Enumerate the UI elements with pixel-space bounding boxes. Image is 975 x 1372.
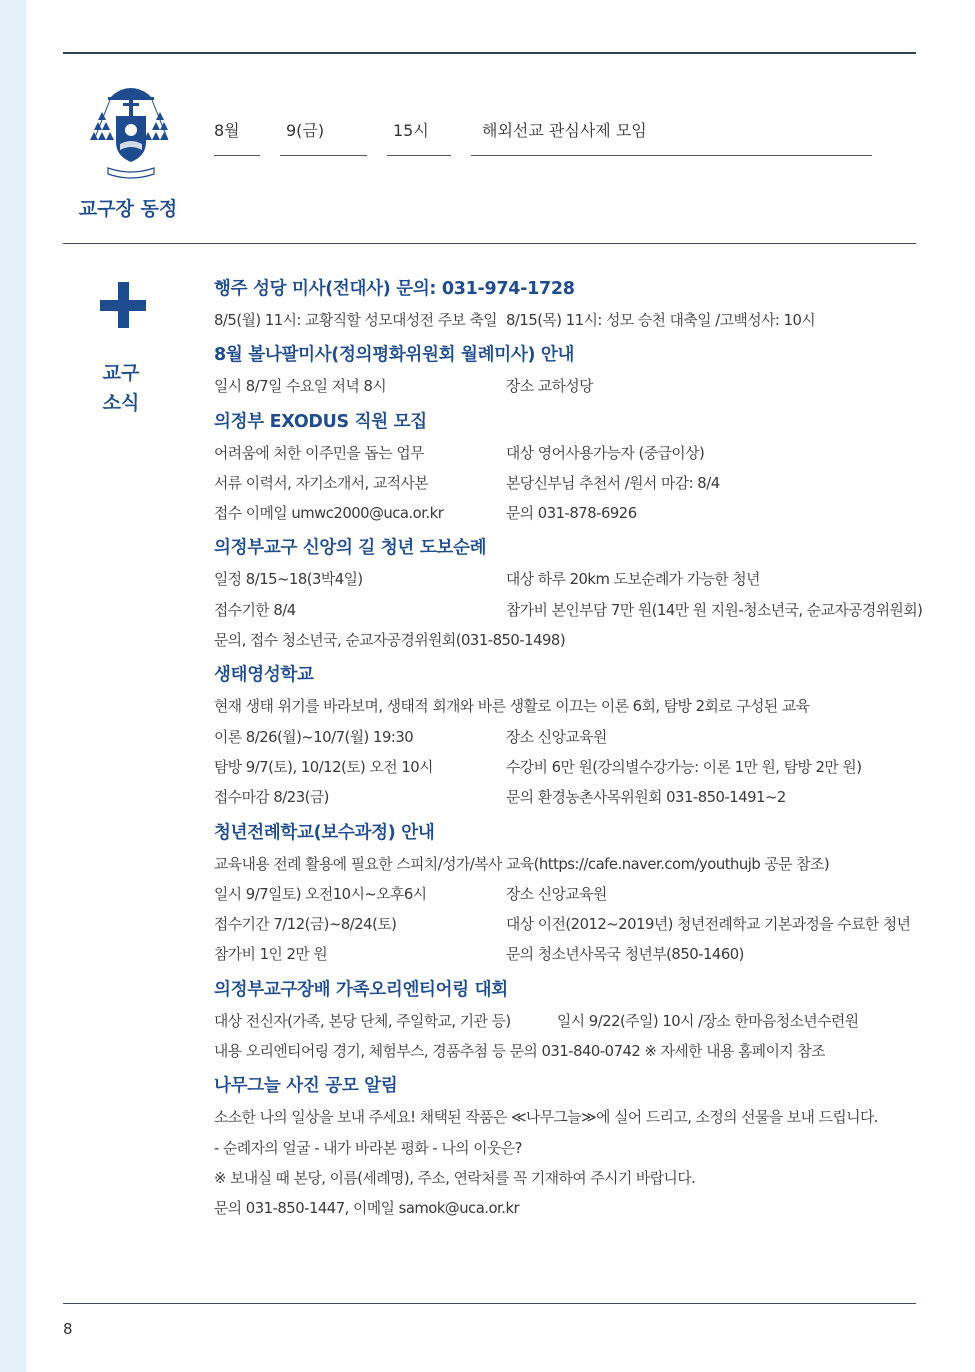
news-row-left-text: 문의 031-850-1447, 이메일 samok@uca.or.kr — [214, 1200, 520, 1218]
news-row — [214, 940, 924, 970]
news-block — [214, 973, 924, 1068]
schedule-event: 해외선교 관심사제 모임 — [482, 121, 647, 140]
news-block — [214, 405, 924, 530]
news-block — [214, 272, 924, 336]
news-block — [214, 338, 924, 402]
news-block — [214, 816, 924, 971]
news-row-left-text: 일시 8/7일 수요일 저녁 8시 — [214, 378, 387, 396]
news-row-left-text: - 순례자의 얼굴 - 내가 바라본 평화 - 나의 이웃은? — [214, 1139, 522, 1157]
news-row — [214, 565, 924, 595]
diocese-news-label-line2: 소식 — [102, 392, 140, 414]
news-row-left-text: 접수기한 8/4 — [214, 601, 296, 619]
diocese-news-label — [90, 358, 152, 418]
news-block-title: 의정부교구장배 가족오리엔티어링 대회 — [214, 979, 508, 1000]
news-row-left-text: 교육내용 전례 활용에 필요한 스피치/성가/복사 교육(https://cafe.naver.com/youthujb 공문 참조) — [214, 855, 830, 873]
news-row-right-text: 장소 교하성당 — [506, 378, 593, 396]
news-row — [214, 372, 924, 402]
news-row-right-text: 수강비 6만 원(강의별수강가능: 이론 1만 원, 탐방 2만 원) — [506, 758, 862, 776]
schedule-time-underline — [387, 155, 451, 156]
news-list — [214, 272, 924, 1227]
news-row — [214, 1007, 924, 1037]
news-row — [214, 1037, 924, 1067]
news-block-title: 8월 볼나팔미사(정의평화위원회 월례미사) 안내 — [214, 345, 575, 366]
schedule-time: 15시 — [393, 121, 429, 140]
page-side-strip — [0, 0, 26, 1372]
top-rule — [63, 52, 916, 54]
schedule-event-underline — [471, 155, 872, 156]
schedule-month-underline — [214, 155, 260, 156]
news-row-left-text: 어려움에 처한 이주민을 돕는 업무 — [214, 444, 424, 462]
news-row-left-text: ※ 보내실 때 본당, 이름(세례명), 주소, 연락처를 꼭 기재하여 주시기 바랍니다. — [214, 1169, 696, 1187]
bishop-coat-of-arms-icon — [86, 80, 176, 180]
news-row-left-text: 내용 오리엔티어링 경기, 체험부스, 경품추첨 등 문의 031-840-0742 ※ 자세한 내용 홈페이지 참조 — [214, 1043, 825, 1061]
news-row-right-text: 장소 신앙교육원 — [506, 885, 607, 903]
news-row-right-text: 본당신부님 추천서 /원서 마감: 8/4 — [506, 474, 720, 492]
news-row-left-text: 대상 전신자(가족, 본당 단체, 주일학교, 기관 등) — [214, 1012, 511, 1030]
section-divider — [63, 243, 916, 244]
news-row-right-text: 대상 이전(2012~2019년) 청년전례학교 기본과정을 수료한 청년 — [506, 916, 911, 934]
news-row-right-text: 참가비 본인부담 7만 원(14만 원 지원-청소년국, 순교자공경위원회) — [506, 601, 923, 619]
news-row-left-text: 서류 이력서, 자기소개서, 교적사본 — [214, 474, 429, 492]
news-row-left-text: 이론 8/26(월)~10/7(월) 19:30 — [214, 728, 414, 746]
diocese-news-label-line1: 교구 — [102, 362, 140, 384]
news-row — [214, 723, 924, 753]
news-row-right-text: 대상 영어사용가능자 (중급이상) — [506, 444, 705, 462]
news-row — [214, 626, 924, 656]
news-row — [214, 783, 924, 813]
news-block-title: 청년전례학교(보수과정) 안내 — [214, 822, 435, 843]
news-row-right-text: 문의 청소년사목국 청년부(850-1460) — [506, 946, 744, 964]
news-row — [214, 306, 924, 336]
news-row — [214, 1164, 924, 1194]
news-row — [214, 1103, 924, 1133]
news-row — [214, 753, 924, 783]
news-row-left-text: 접수기간 7/12(금)~8/24(토) — [214, 916, 397, 934]
news-row-right-text: 문의 환경농촌사목위원회 031-850-1491~2 — [506, 789, 786, 807]
news-row — [214, 880, 924, 910]
news-row-left-text: 접수 이메일 umwc2000@uca.or.kr — [214, 505, 444, 523]
news-row-left-text: 소소한 나의 일상을 보내 주세요! 채택된 작품은 ≪나무그늘≫에 실어 드리고, 소정의 선물을 보내 드립니다. — [214, 1109, 879, 1127]
news-row — [214, 469, 924, 499]
news-row — [214, 439, 924, 469]
news-row — [214, 499, 924, 529]
news-row — [214, 1134, 924, 1164]
news-block-title: 행주 성당 미사(전대사) 문의: 031-974-1728 — [214, 279, 575, 299]
news-row-right-text: 장소 신앙교육원 — [506, 728, 607, 746]
news-row-left-text: 접수마감 8/23(금) — [214, 789, 329, 807]
news-block — [214, 658, 924, 813]
page-number: 8 — [63, 1320, 73, 1338]
news-block-title: 의정부 EXODUS 직원 모집 — [214, 411, 427, 432]
schedule-day: 9(금) — [286, 121, 325, 140]
news-block-title: 의정부교구 신앙의 길 청년 도보순례 — [214, 538, 487, 559]
news-row — [214, 1194, 924, 1224]
news-row-left-text: 일시 9/7일토) 오전10시~오후6시 — [214, 885, 427, 903]
bottom-rule — [63, 1303, 916, 1304]
schedule-day-underline — [280, 155, 367, 156]
news-row — [214, 596, 924, 626]
news-block-title: 나무그늘 사진 공모 알림 — [214, 1076, 398, 1097]
news-row-right-text: 8/15(목) 11시: 성모 승천 대축일 /고백성사: 10시 — [506, 312, 816, 329]
news-row-left-text: 일정 8/15~18(3박4일) — [214, 571, 363, 589]
news-row-left-text: 문의, 접수 청소년국, 순교자공경위원회(031-850-1498) — [214, 632, 566, 650]
news-block-title: 생태영성학교 — [214, 665, 314, 686]
news-row-right-text: 대상 하루 20km 도보순례가 가능한 청년 — [506, 571, 760, 589]
news-row-left-text: 8/5(월) 11시: 교황직할 성모대성전 주보 축일 — [214, 312, 498, 329]
news-row — [214, 692, 924, 722]
news-row — [214, 850, 924, 880]
news-row-right-text: 문의 031-878-6926 — [506, 505, 637, 523]
cross-icon — [100, 282, 146, 328]
news-block — [214, 1069, 924, 1224]
news-row-left-text: 참가비 1인 2만 원 — [214, 946, 328, 964]
news-block — [214, 531, 924, 656]
news-row-right-text: 일시 9/22(주일) 10시 /장소 한마음청소년수련원 — [557, 1012, 859, 1030]
schedule-month: 8월 — [214, 121, 240, 140]
bishop-schedule-label: 교구장 동정 — [78, 198, 178, 220]
news-row-left-text: 탐방 9/7(토), 10/12(토) 오전 10시 — [214, 758, 433, 776]
news-row-left-text: 현재 생태 위기를 바라보며, 생태적 회개와 바른 생활로 이끄는 이론 6회, 탐방 2회로 구성된 교육 — [214, 698, 810, 716]
news-row — [214, 910, 924, 940]
